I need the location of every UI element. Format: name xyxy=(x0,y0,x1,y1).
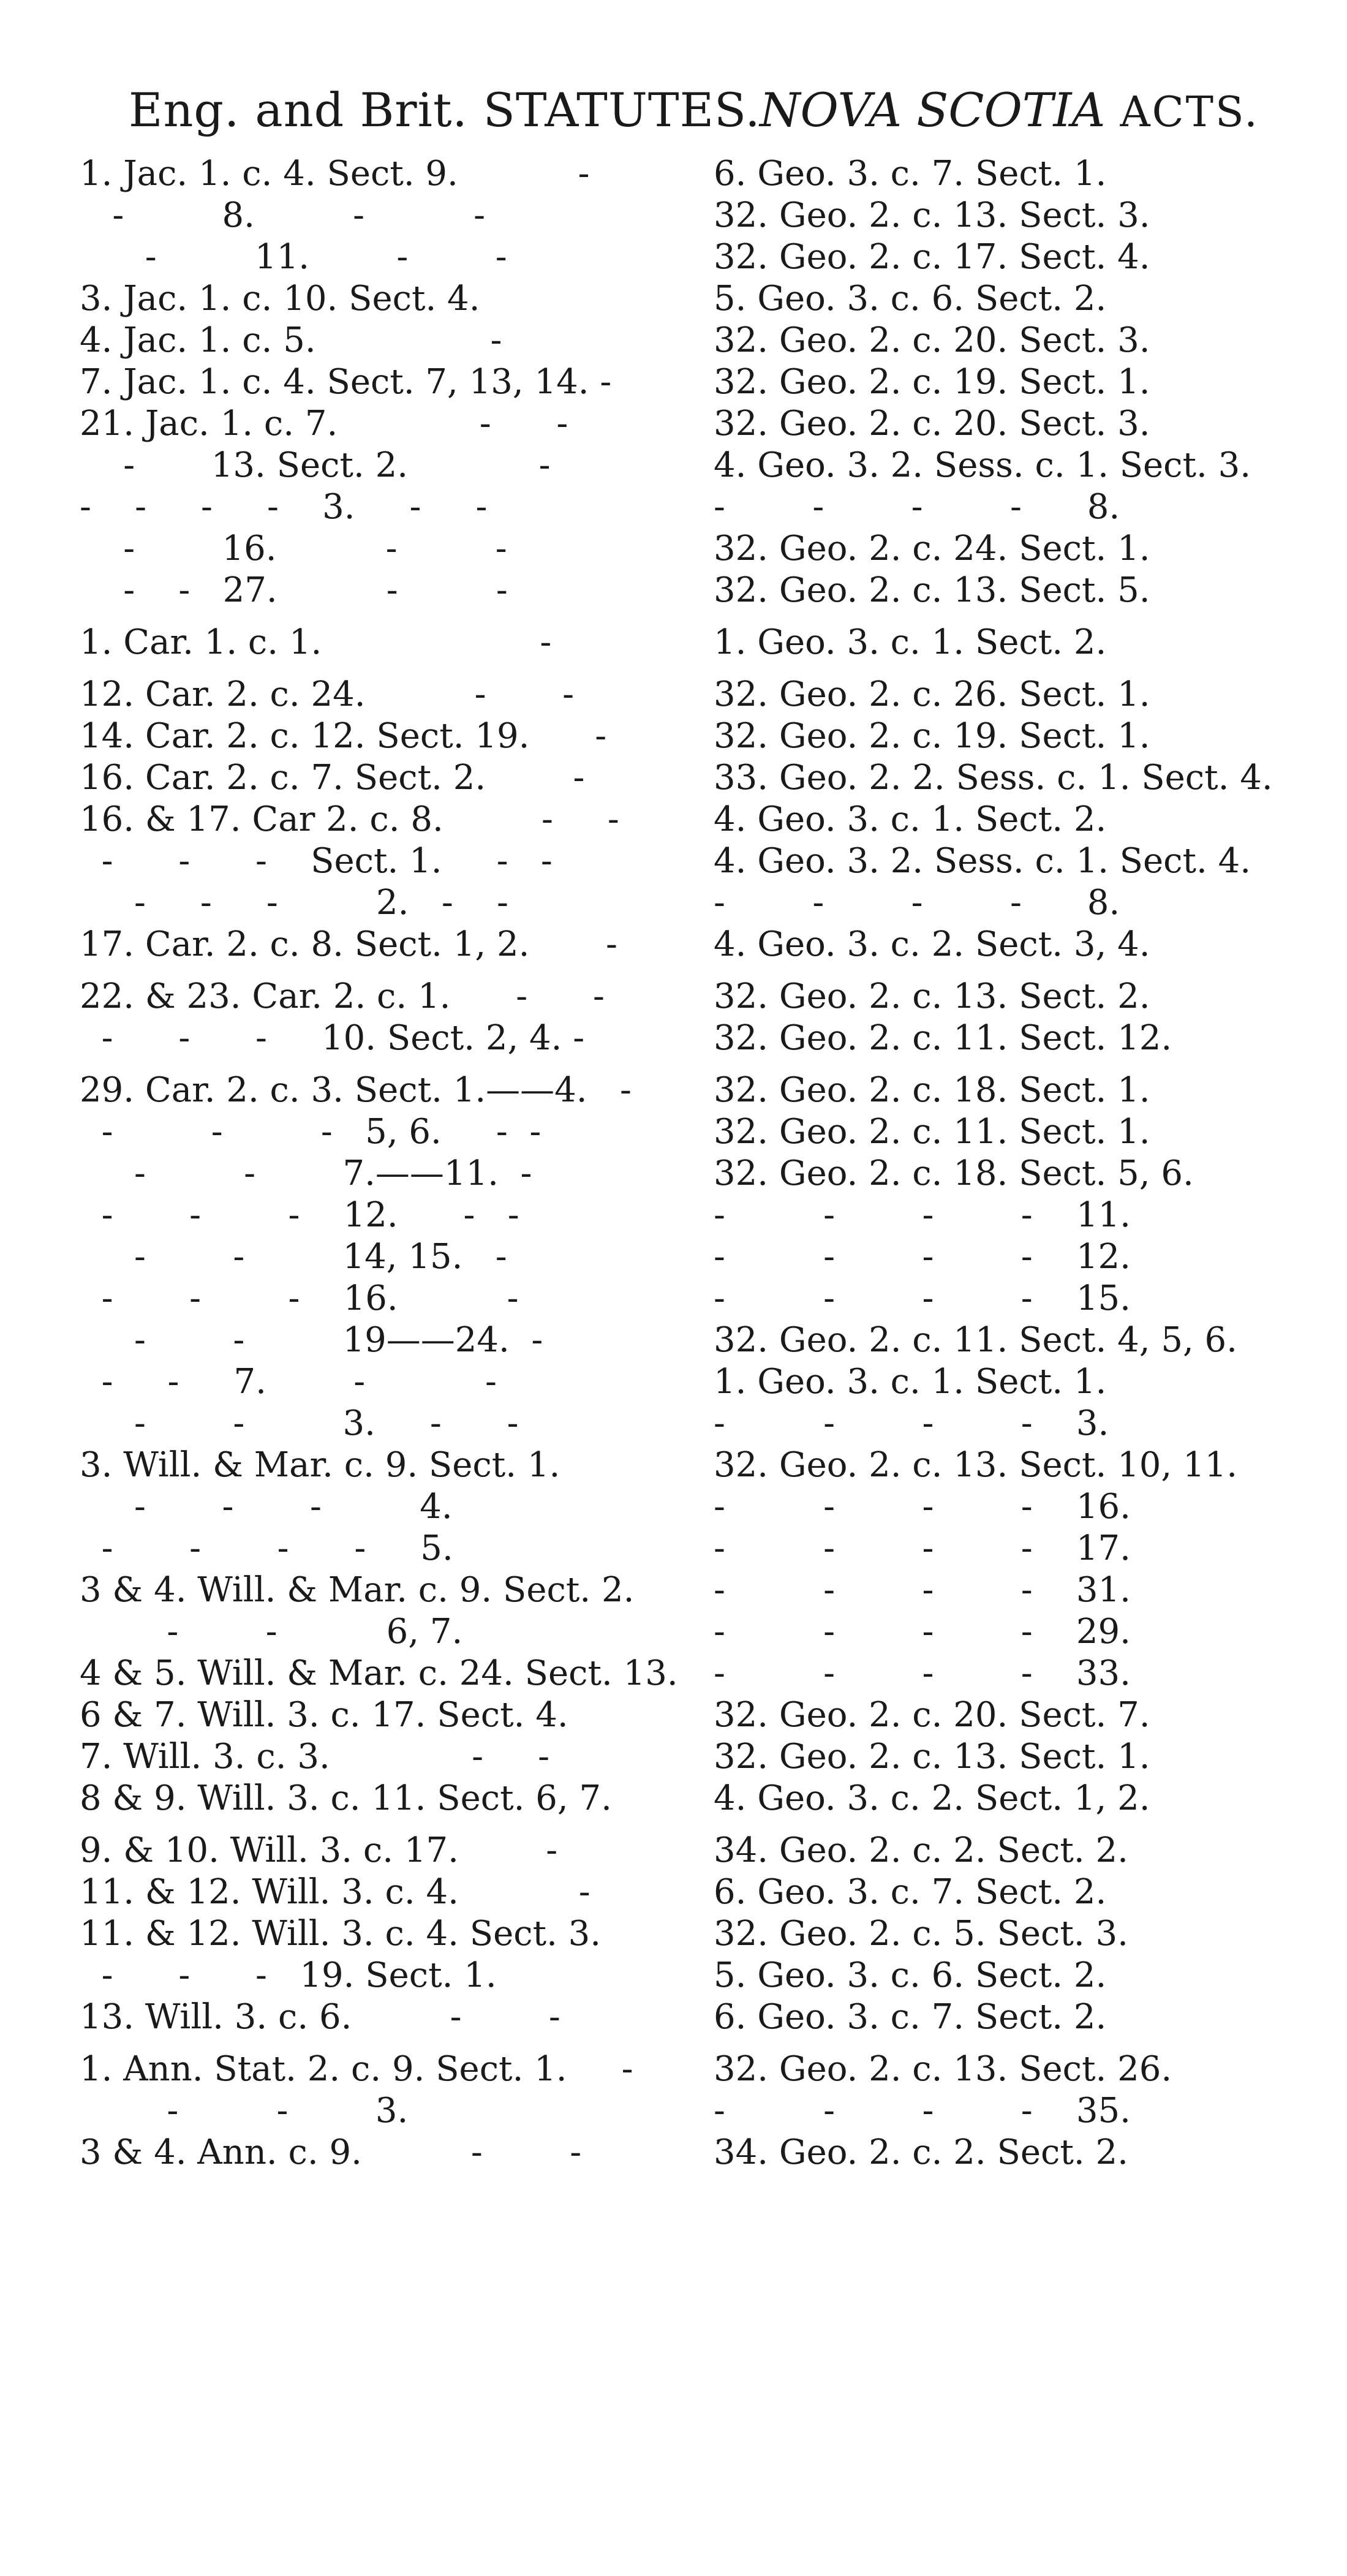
nova-scotia-act-text: - - - - 15. xyxy=(714,1279,1131,1318)
nova-scotia-act-cell xyxy=(714,757,1302,799)
nova-scotia-act-text: 32. Geo. 2. c. 19. Sect. 1. xyxy=(714,716,1150,756)
english-statute-cell xyxy=(80,1528,680,1569)
english-statute-text: - - - 16. - xyxy=(80,1279,519,1318)
english-statute-text: - 8. - - xyxy=(80,195,486,235)
table-row xyxy=(0,882,1347,924)
header-right-suffix: ACTS. xyxy=(1120,88,1259,137)
table-row xyxy=(0,1018,1347,1070)
english-statute-text: 11. & 12. Will. 3. c. 4. - xyxy=(80,1872,590,1912)
nova-scotia-act-text: 32. Geo. 2. c. 13. Sect. 26. xyxy=(714,2049,1172,2089)
english-statute-text: - - - 4. xyxy=(80,1487,453,1527)
english-statute-text: - - 14, 15. - xyxy=(80,1237,507,1277)
english-statute-cell xyxy=(80,924,680,965)
english-statute-text: 3 & 4. Will. & Mar. c. 9. Sect. 2. xyxy=(80,1570,635,1610)
table-row xyxy=(0,153,1347,195)
english-statute-text: - - - 2. - - xyxy=(80,883,508,923)
english-statute-cell xyxy=(80,1872,680,1913)
nova-scotia-act-text: - - - - 33. xyxy=(714,1653,1131,1693)
english-statute-text: - - 7. - - xyxy=(80,1362,497,1402)
english-statute-cell xyxy=(80,1070,680,1111)
nova-scotia-act-cell xyxy=(714,1528,1302,1569)
english-statute-cell xyxy=(80,1445,680,1486)
nova-scotia-act-text: 32. Geo. 2. c. 18. Sect. 5, 6. xyxy=(714,1154,1194,1193)
english-statute-cell xyxy=(80,1955,680,1996)
nova-scotia-act-text: 32. Geo. 2. c. 17. Sect. 4. xyxy=(714,237,1150,277)
nova-scotia-act-text: 33. Geo. 2. 2. Sess. c. 1. Sect. 4. xyxy=(714,758,1273,798)
english-statute-text: 13. Will. 3. c. 6. - - xyxy=(80,1997,560,2037)
nova-scotia-act-cell xyxy=(714,1778,1302,1819)
table-row xyxy=(0,1361,1347,1403)
nova-scotia-act-text: - - - - 31. xyxy=(714,1570,1131,1610)
nova-scotia-act-text: 5. Geo. 3. c. 6. Sect. 2. xyxy=(714,1955,1107,1995)
table-row xyxy=(0,757,1347,799)
nova-scotia-act-cell xyxy=(714,1694,1302,1736)
table-row xyxy=(0,403,1347,445)
english-statute-cell xyxy=(80,236,680,278)
table-row xyxy=(0,1913,1347,1955)
nova-scotia-act-cell xyxy=(714,716,1302,757)
header-right-title xyxy=(760,77,1259,144)
nova-scotia-act-cell xyxy=(714,882,1302,924)
english-statute-text: 14. Car. 2. c. 12. Sect. 19. - xyxy=(80,716,607,756)
table-row xyxy=(0,1736,1347,1778)
nova-scotia-act-text: 32. Geo. 2. c. 20. Sect. 7. xyxy=(714,1695,1150,1735)
english-statute-cell xyxy=(80,1830,680,1872)
table-row xyxy=(0,1694,1347,1736)
table-row xyxy=(0,716,1347,757)
table-row xyxy=(0,924,1347,976)
english-statute-cell xyxy=(80,1736,680,1778)
english-statute-cell xyxy=(80,757,680,799)
nova-scotia-act-text: 32. Geo. 2. c. 11. Sect. 4, 5, 6. xyxy=(714,1320,1237,1360)
table-row xyxy=(0,1569,1347,1611)
table-row xyxy=(0,799,1347,840)
nova-scotia-act-cell xyxy=(714,1195,1302,1236)
english-statute-text: 9. & 10. Will. 3. c. 17. - xyxy=(80,1830,558,1870)
nova-scotia-act-text: 32. Geo. 2. c. 20. Sect. 3. xyxy=(714,320,1150,360)
english-statute-cell xyxy=(80,799,680,840)
english-statute-text: 4. Jac. 1. c. 5. - xyxy=(80,320,502,360)
english-statute-text: - - - 10. Sect. 2, 4. - xyxy=(80,1018,585,1058)
english-statute-text: 1. Jac. 1. c. 4. Sect. 9. - xyxy=(80,154,590,194)
nova-scotia-act-cell xyxy=(714,1018,1302,1059)
english-statute-text: 17. Car. 2. c. 8. Sect. 1, 2. - xyxy=(80,924,617,964)
nova-scotia-act-text: 34. Geo. 2. c. 2. Sect. 2. xyxy=(714,2132,1128,2172)
english-statute-cell xyxy=(80,1403,680,1445)
english-statute-cell xyxy=(80,403,680,445)
english-statute-text: - - - 19. Sect. 1. xyxy=(80,1955,497,1995)
nova-scotia-act-cell xyxy=(714,195,1302,236)
english-statute-cell xyxy=(80,1913,680,1955)
nova-scotia-act-cell xyxy=(714,320,1302,361)
nova-scotia-act-cell xyxy=(714,486,1302,528)
table-row xyxy=(0,570,1347,622)
nova-scotia-act-cell xyxy=(714,445,1302,486)
english-statute-text: 3 & 4. Ann. c. 9. - - xyxy=(80,2132,582,2172)
nova-scotia-act-cell xyxy=(714,570,1302,611)
english-statute-text: - - 3. xyxy=(80,2091,409,2131)
nova-scotia-act-text: - - - - 3. xyxy=(714,1403,1109,1443)
table-row xyxy=(0,840,1347,882)
english-statute-cell xyxy=(80,1195,680,1236)
english-statute-cell xyxy=(80,840,680,882)
table-row xyxy=(0,445,1347,486)
english-statute-cell xyxy=(80,320,680,361)
table-row xyxy=(0,1070,1347,1111)
nova-scotia-act-cell xyxy=(714,1996,1302,2038)
english-statute-cell xyxy=(80,1278,680,1320)
table-row xyxy=(0,976,1347,1018)
english-statute-cell xyxy=(80,2090,680,2132)
english-statute-text: 8 & 9. Will. 3. c. 11. Sect. 6, 7. xyxy=(80,1778,612,1818)
nova-scotia-act-text: 32. Geo. 2. c. 24. Sect. 1. xyxy=(714,529,1150,568)
table-row xyxy=(0,1955,1347,1996)
english-statute-cell xyxy=(80,1996,680,2038)
english-statute-text: 11. & 12. Will. 3. c. 4. Sect. 3. xyxy=(80,1914,602,1954)
nova-scotia-act-cell xyxy=(714,1445,1302,1486)
english-statute-cell xyxy=(80,1320,680,1361)
english-statute-text: 1. Car. 1. c. 1. - xyxy=(80,622,552,662)
nova-scotia-act-cell xyxy=(714,1955,1302,1996)
nova-scotia-act-text: - - - - 12. xyxy=(714,1237,1131,1277)
english-statute-cell xyxy=(80,486,680,528)
nova-scotia-act-cell xyxy=(714,2132,1302,2174)
english-statute-cell xyxy=(80,195,680,236)
english-statute-text: 22. & 23. Car. 2. c. 1. - - xyxy=(80,976,605,1016)
table-row xyxy=(0,236,1347,278)
table-row xyxy=(0,1528,1347,1569)
nova-scotia-act-text: 32. Geo. 2. c. 11. Sect. 1. xyxy=(714,1112,1150,1152)
table-row xyxy=(0,361,1347,403)
nova-scotia-act-text: 32. Geo. 2. c. 5. Sect. 3. xyxy=(714,1914,1128,1954)
english-statute-text: - - 7.——11. - xyxy=(80,1154,532,1193)
english-statute-text: 16. Car. 2. c. 7. Sect. 2. - xyxy=(80,758,585,798)
english-statute-text: - - - 12. - - xyxy=(80,1195,519,1235)
table-row xyxy=(0,1653,1347,1694)
table-row xyxy=(0,2090,1347,2132)
table-row xyxy=(0,528,1347,570)
english-statute-cell xyxy=(80,882,680,924)
nova-scotia-act-cell xyxy=(714,2049,1302,2090)
table-row xyxy=(0,1278,1347,1320)
nova-scotia-act-text: 1. Geo. 3. c. 1. Sect. 1. xyxy=(714,1362,1107,1402)
table-row xyxy=(0,195,1347,236)
english-statute-text: - - 27. - - xyxy=(80,570,508,610)
nova-scotia-act-text: - - - - 16. xyxy=(714,1487,1131,1527)
table-row xyxy=(0,1153,1347,1195)
table-row xyxy=(0,1611,1347,1653)
english-statute-cell xyxy=(80,2132,680,2174)
table-row xyxy=(0,622,1347,674)
nova-scotia-act-text: 1. Geo. 3. c. 1. Sect. 2. xyxy=(714,622,1107,662)
english-statute-text: - - - 5, 6. - - xyxy=(80,1112,541,1152)
nova-scotia-act-cell xyxy=(714,976,1302,1018)
english-statute-text: - 13. Sect. 2. - xyxy=(80,445,551,485)
nova-scotia-act-cell xyxy=(714,622,1302,663)
nova-scotia-act-cell xyxy=(714,924,1302,965)
english-statute-text: 16. & 17. Car 2. c. 8. - - xyxy=(80,799,619,839)
english-statute-cell xyxy=(80,570,680,611)
table-row xyxy=(0,1486,1347,1528)
table-row xyxy=(0,674,1347,716)
english-statute-text: - - - - 5. xyxy=(80,1528,453,1568)
header-left-title: Eng. and Brit. STATUTES. xyxy=(129,83,761,137)
nova-scotia-act-text: - - - - 11. xyxy=(714,1195,1131,1235)
nova-scotia-act-text: 32. Geo. 2. c. 13. Sect. 1. xyxy=(714,1737,1150,1777)
nova-scotia-act-cell xyxy=(714,1236,1302,1278)
table-row xyxy=(0,1830,1347,1872)
english-statute-text: - 11. - - xyxy=(80,237,507,277)
english-statute-text: 7. Jac. 1. c. 4. Sect. 7, 13, 14. - xyxy=(80,362,612,402)
english-statute-cell xyxy=(80,1018,680,1059)
nova-scotia-act-text: 4. Geo. 3. 2. Sess. c. 1. Sect. 4. xyxy=(714,841,1251,881)
english-statute-cell xyxy=(80,153,680,195)
english-statute-text: 4 & 5. Will. & Mar. c. 24. Sect. 13. xyxy=(80,1653,678,1693)
nova-scotia-act-cell xyxy=(714,1278,1302,1320)
nova-scotia-act-cell xyxy=(714,1653,1302,1694)
english-statute-text: - 16. - - xyxy=(80,529,507,568)
table-row xyxy=(0,1111,1347,1153)
english-statute-text: - - 19——24. - xyxy=(80,1320,543,1360)
nova-scotia-act-text: 32. Geo. 2. c. 13. Sect. 10, 11. xyxy=(714,1445,1238,1485)
nova-scotia-act-text: 4. Geo. 3. c. 2. Sect. 3, 4. xyxy=(714,924,1150,964)
nova-scotia-act-text: 4. Geo. 3. 2. Sess. c. 1. Sect. 3. xyxy=(714,445,1251,485)
table-row xyxy=(0,1195,1347,1236)
english-statute-cell xyxy=(80,976,680,1018)
nova-scotia-act-text: 6. Geo. 3. c. 7. Sect. 1. xyxy=(714,154,1107,194)
english-statute-cell xyxy=(80,1236,680,1278)
nova-scotia-act-cell xyxy=(714,2090,1302,2132)
nova-scotia-act-text: - - - - 8. xyxy=(714,487,1120,527)
nova-scotia-act-text: 32. Geo. 2. c. 26. Sect. 1. xyxy=(714,674,1150,714)
english-statute-text: 29. Car. 2. c. 3. Sect. 1.——4. - xyxy=(80,1070,632,1110)
english-statute-cell xyxy=(80,1569,680,1611)
nova-scotia-act-cell xyxy=(714,236,1302,278)
nova-scotia-act-cell xyxy=(714,1403,1302,1445)
english-statute-cell xyxy=(80,1653,680,1694)
nova-scotia-act-text: - - - - 29. xyxy=(714,1612,1131,1652)
english-statute-cell xyxy=(80,278,680,320)
english-statute-text: - - - - 3. - - xyxy=(80,487,488,527)
nova-scotia-act-text: 32. Geo. 2. c. 13. Sect. 2. xyxy=(714,976,1150,1016)
table-row xyxy=(0,1236,1347,1278)
nova-scotia-act-text: 32. Geo. 2. c. 18. Sect. 1. xyxy=(714,1070,1150,1110)
nova-scotia-act-cell xyxy=(714,361,1302,403)
english-statute-text: - - 3. - - xyxy=(80,1403,519,1443)
nova-scotia-act-text: - - - - 8. xyxy=(714,883,1120,923)
english-statute-text: 3. Jac. 1. c. 10. Sect. 4. xyxy=(80,279,480,319)
nova-scotia-act-text: 4. Geo. 3. c. 1. Sect. 2. xyxy=(714,799,1107,839)
english-statute-cell xyxy=(80,1486,680,1528)
nova-scotia-act-text: 4. Geo. 3. c. 2. Sect. 1, 2. xyxy=(714,1778,1150,1818)
english-statute-text: 3. Will. & Mar. c. 9. Sect. 1. xyxy=(80,1445,560,1485)
table-row xyxy=(0,1996,1347,2049)
english-statute-text: 6 & 7. Will. 3. c. 17. Sect. 4. xyxy=(80,1695,568,1735)
nova-scotia-act-cell xyxy=(714,1736,1302,1778)
nova-scotia-act-text: 5. Geo. 3. c. 6. Sect. 2. xyxy=(714,279,1107,319)
nova-scotia-act-text: 6. Geo. 3. c. 7. Sect. 2. xyxy=(714,1872,1107,1912)
table-row xyxy=(0,1872,1347,1913)
english-statute-cell xyxy=(80,1361,680,1403)
english-statute-text: 7. Will. 3. c. 3. - - xyxy=(80,1737,550,1777)
english-statute-cell xyxy=(80,1694,680,1736)
table-row xyxy=(0,486,1347,528)
nova-scotia-act-cell xyxy=(714,1830,1302,1872)
english-statute-cell xyxy=(80,2049,680,2090)
english-statute-cell xyxy=(80,716,680,757)
nova-scotia-act-text: 32. Geo. 2. c. 13. Sect. 5. xyxy=(714,570,1150,610)
nova-scotia-act-cell xyxy=(714,528,1302,570)
english-statute-text: 21. Jac. 1. c. 7. - - xyxy=(80,404,568,444)
nova-scotia-act-cell xyxy=(714,1320,1302,1361)
table-row xyxy=(0,1403,1347,1445)
english-statute-cell xyxy=(80,1611,680,1653)
table-row xyxy=(0,2049,1347,2090)
header-right-name: NOVA SCOTIA xyxy=(760,83,1106,137)
nova-scotia-act-cell xyxy=(714,1569,1302,1611)
nova-scotia-act-text: 32. Geo. 2. c. 20. Sect. 3. xyxy=(714,404,1150,444)
nova-scotia-act-cell xyxy=(714,1070,1302,1111)
nova-scotia-act-cell xyxy=(714,403,1302,445)
nova-scotia-act-cell xyxy=(714,674,1302,716)
nova-scotia-act-cell xyxy=(714,799,1302,840)
english-statute-cell xyxy=(80,445,680,486)
english-statute-cell xyxy=(80,1153,680,1195)
nova-scotia-act-text: 34. Geo. 2. c. 2. Sect. 2. xyxy=(714,1830,1128,1870)
nova-scotia-act-cell xyxy=(714,1153,1302,1195)
table-row xyxy=(0,278,1347,320)
table-row xyxy=(0,2132,1347,2174)
english-statute-cell xyxy=(80,674,680,716)
nova-scotia-act-cell xyxy=(714,1111,1302,1153)
english-statute-text: 12. Car. 2. c. 24. - - xyxy=(80,674,575,714)
nova-scotia-act-cell xyxy=(714,278,1302,320)
english-statute-cell xyxy=(80,1778,680,1819)
table-row xyxy=(0,1778,1347,1830)
english-statute-cell xyxy=(80,528,680,570)
nova-scotia-act-text: - - - - 35. xyxy=(714,2091,1131,2131)
table-row xyxy=(0,320,1347,361)
english-statute-cell xyxy=(80,622,680,663)
nova-scotia-act-cell xyxy=(714,1872,1302,1913)
english-statute-cell xyxy=(80,1111,680,1153)
nova-scotia-act-cell xyxy=(714,840,1302,882)
statute-table xyxy=(0,153,1347,2174)
nova-scotia-act-cell xyxy=(714,1913,1302,1955)
nova-scotia-act-cell xyxy=(714,1486,1302,1528)
nova-scotia-act-text: 32. Geo. 2. c. 11. Sect. 12. xyxy=(714,1018,1172,1058)
english-statute-text: 1. Ann. Stat. 2. c. 9. Sect. 1. - xyxy=(80,2049,633,2089)
english-statute-text: - - - Sect. 1. - - xyxy=(80,841,553,881)
nova-scotia-act-cell xyxy=(714,153,1302,195)
english-statute-text: - - 6, 7. xyxy=(80,1612,463,1652)
table-row xyxy=(0,1445,1347,1486)
nova-scotia-act-text: 32. Geo. 2. c. 19. Sect. 1. xyxy=(714,362,1150,402)
table-row xyxy=(0,1320,1347,1361)
nova-scotia-act-text: 32. Geo. 2. c. 13. Sect. 3. xyxy=(714,195,1150,235)
nova-scotia-act-text: - - - - 17. xyxy=(714,1528,1131,1568)
nova-scotia-act-text: 6. Geo. 3. c. 7. Sect. 2. xyxy=(714,1997,1107,2037)
nova-scotia-act-cell xyxy=(714,1611,1302,1653)
english-statute-cell xyxy=(80,361,680,403)
nova-scotia-act-cell xyxy=(714,1361,1302,1403)
